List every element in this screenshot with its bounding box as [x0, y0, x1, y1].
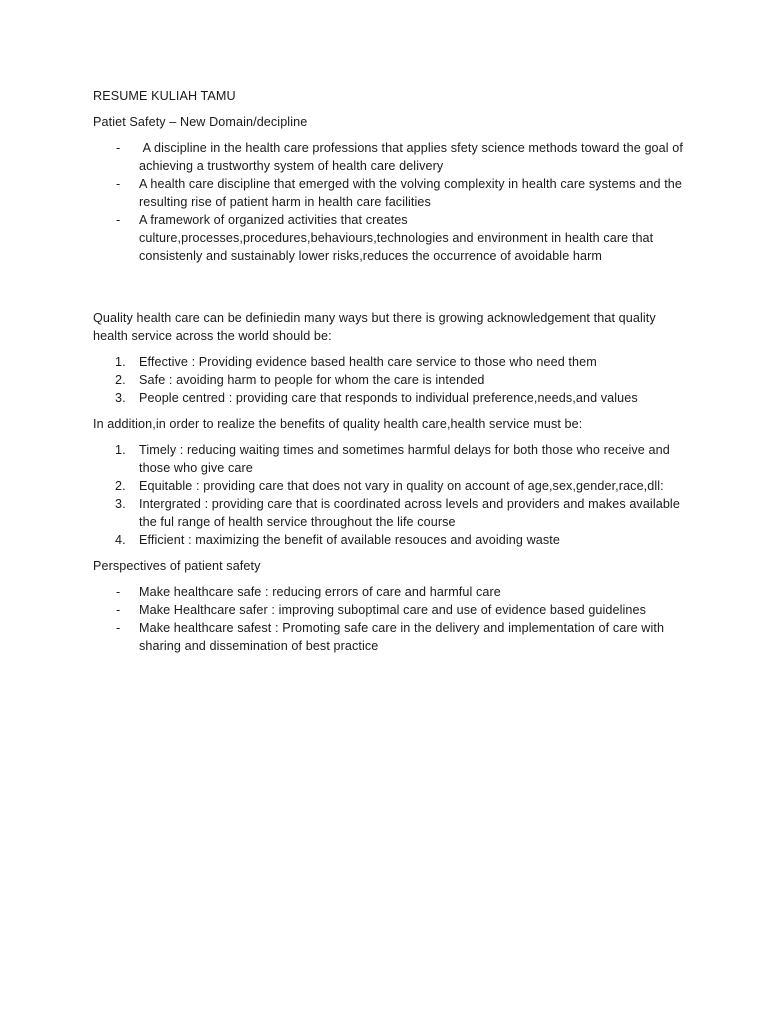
list-item-text: Make healthcare safest : Promoting safe care in the delivery and implementation of care with sharing and dissemination of best practice: [139, 621, 665, 653]
number-marker: 4.: [115, 533, 126, 547]
list-item: [93, 477, 683, 495]
section-subtitle: Patiet Safety – New Domain/decipline: [93, 115, 308, 129]
number-marker: 2.: [115, 479, 126, 493]
document-title: RESUME KULIAH TAMU: [93, 89, 236, 103]
list-item: [93, 441, 683, 477]
list-item: [93, 531, 683, 549]
list-item: [93, 601, 683, 619]
list-item: [93, 139, 687, 175]
list-item: [93, 495, 683, 531]
list-item-text: Make healthcare safe : reducing errors of care and harmful care: [139, 585, 501, 599]
list-item: [93, 583, 683, 601]
number-marker: 3.: [115, 497, 126, 511]
addition-list: [93, 441, 683, 549]
number-marker: 1.: [115, 443, 126, 457]
dash-marker: -: [116, 177, 121, 191]
quality-list: [93, 353, 683, 407]
list-item-text: Safe : avoiding harm to people for whom the care is intended: [139, 373, 485, 387]
list-item-text: Timely : reducing waiting times and sometimes harmful delays for both those who receive and those who give care: [139, 443, 670, 475]
list-item: [93, 353, 683, 371]
list-item: [93, 389, 683, 407]
list-item: [93, 371, 683, 389]
dash-marker: -: [116, 621, 121, 635]
definition-list: [93, 139, 687, 265]
dash-marker: -: [116, 585, 121, 599]
dash-marker: -: [116, 213, 121, 227]
list-item: [93, 175, 683, 211]
number-marker: 2.: [115, 373, 126, 387]
number-marker: 1.: [115, 355, 126, 369]
list-item-text: Effective : Providing evidence based health care service to those who need them: [139, 355, 597, 369]
document-body: [93, 87, 687, 663]
perspectives-heading: Perspectives of patient safety: [93, 559, 261, 573]
list-item-text: Efficient : maximizing the benefit of available resouces and avoiding waste: [139, 533, 560, 547]
list-item-text: Make Healthcare safer : improving suboptimal care and use of evidence based guidelines: [139, 603, 647, 617]
number-marker: 3.: [115, 391, 126, 405]
list-item-text: Intergrated : providing care that is coordinated across levels and providers and makes available the ful range of health service throughout the life course: [139, 497, 680, 529]
list-item-text: People centred : providing care that responds to individual preference,needs,and values: [139, 391, 638, 405]
perspectives-list: [93, 583, 683, 655]
addition-intro: In addition,in order to realize the benefits of quality health care,health service must be:: [93, 417, 583, 431]
list-item-text: A health care discipline that emerged with the volving complexity in health care systems and the resulting rise of patient harm in health care facilities: [139, 177, 683, 209]
dash-marker: -: [116, 141, 121, 155]
blank-space: [93, 273, 683, 309]
list-item: [93, 619, 683, 655]
list-item-text: A framework of organized activities that creates culture,processes,procedures,behaviours,technologies and environment in health care that consistenly and sustainably lower risks,reduces the occurrence of avoidable harm: [139, 213, 654, 263]
list-item: [93, 211, 683, 265]
quality-intro: Quality health care can be definiedin many ways but there is growing acknowledgement that quality health service across the world should be:: [93, 311, 656, 343]
list-item-text: A discipline in the health care professions that applies sfety science methods toward the goal of achieving a trustworthy system of health care delivery: [139, 141, 687, 173]
list-item-text: Equitable : providing care that does not vary in quality on account of age,sex,gender,race,dll:: [139, 479, 664, 493]
dash-marker: -: [116, 603, 121, 617]
